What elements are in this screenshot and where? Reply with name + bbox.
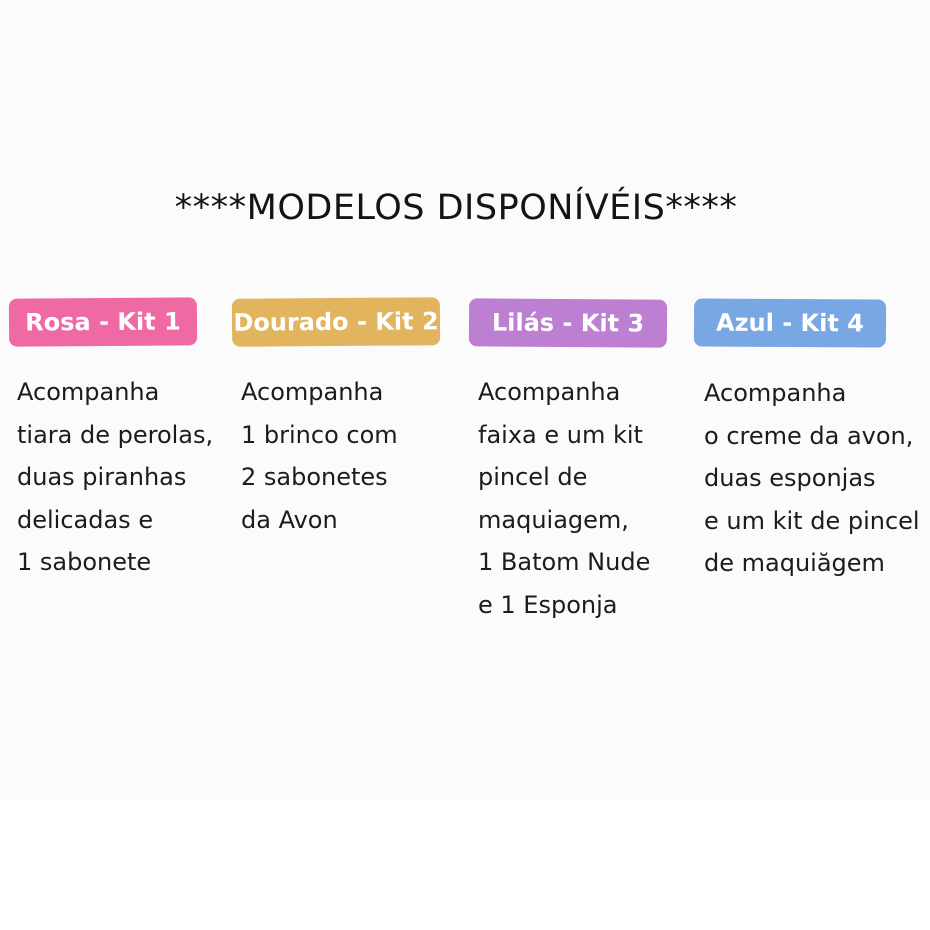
description-line: 1 Batom Nude — [478, 548, 651, 576]
description-line: de maquiăgem — [704, 549, 885, 577]
description-line: Acompanha — [241, 378, 384, 406]
kit-badge-lilas — [469, 298, 667, 347]
kit-label: Dourado - Kit 2 — [233, 307, 439, 337]
description-line: e 1 Esponja — [478, 590, 618, 619]
kit-description-rosa — [17, 371, 213, 584]
description-line: maquiagem, — [478, 505, 629, 534]
kit-description-dourado — [241, 371, 398, 541]
description-line: 2 sabonetes — [241, 463, 388, 491]
page-title: ****MODELOS DISPONÍVÉIS**** — [174, 188, 738, 228]
kit-label: Rosa - Kit 1 — [25, 307, 181, 337]
kit-badge-azul — [694, 298, 886, 347]
kit-description-lilas — [478, 371, 650, 626]
description-line: Acompanha — [17, 378, 160, 406]
description-line: delicadas e — [17, 505, 154, 534]
description-line: Acompanha — [478, 378, 621, 406]
description-line: 1 sabonete — [17, 548, 152, 576]
description-line: 1 brinco com — [241, 420, 398, 449]
description-line: pincel de — [478, 463, 588, 491]
description-line: tiara de perolas, — [17, 420, 214, 449]
description-line: e um kit de pincel — [704, 506, 920, 535]
kit-description-azul — [704, 372, 920, 585]
description-line: Acompanha — [704, 379, 847, 407]
description-line: da Avon — [241, 505, 338, 534]
description-line: o creme da avon, — [704, 421, 914, 450]
kit-badge-rosa — [9, 297, 197, 346]
kit-badge-dourado — [232, 297, 440, 346]
description-line: faixa e um kit — [478, 420, 643, 449]
description-line: duas piranhas — [17, 463, 187, 491]
kit-label: Lilás - Kit 3 — [491, 308, 645, 338]
description-line: duas esponjas — [704, 464, 876, 492]
kit-label: Azul - Kit 4 — [715, 308, 865, 338]
